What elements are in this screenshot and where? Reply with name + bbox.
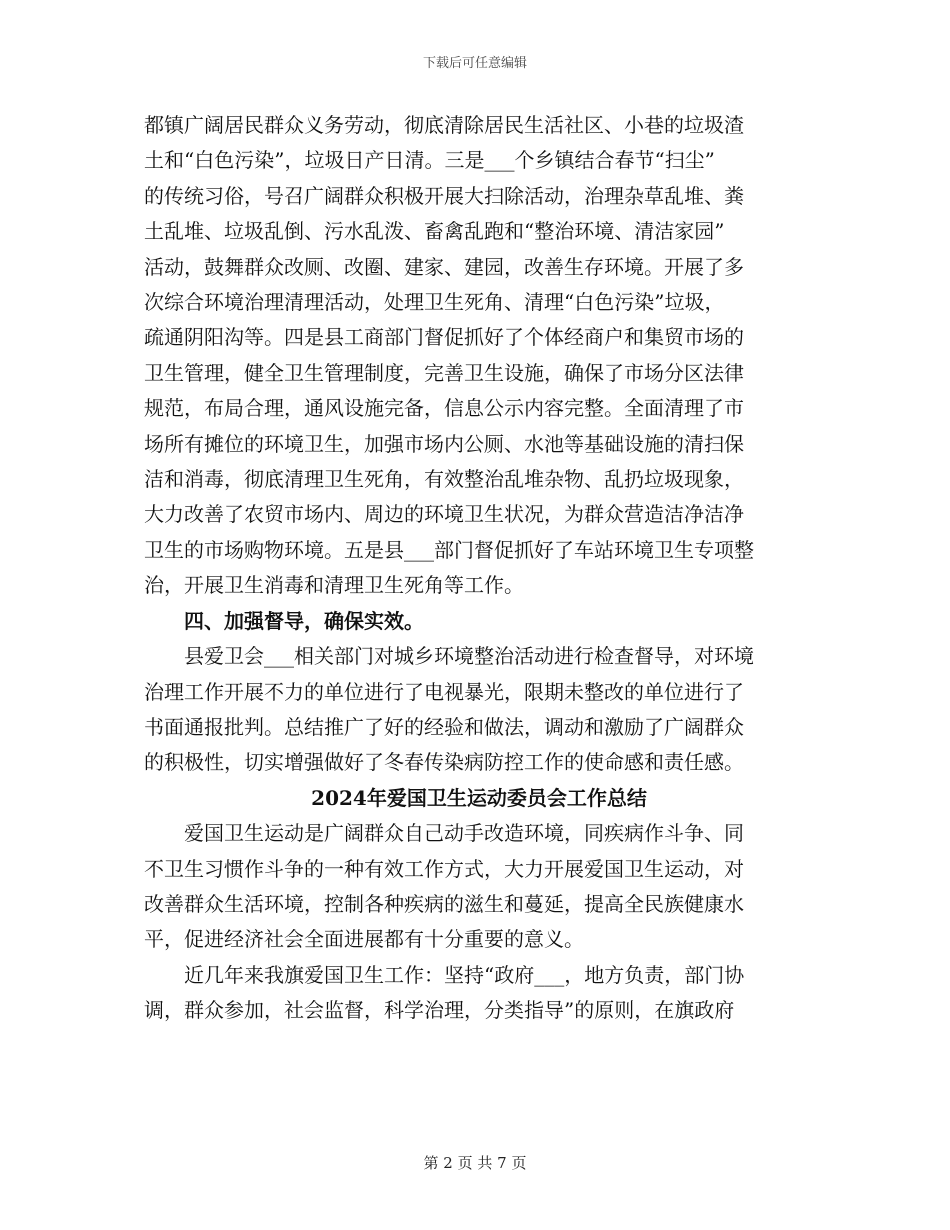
body-line: 调，群众参加，社会监督，科学治理，分类指导”的原则，在旗政府 — [144, 998, 735, 1023]
page-number: 第 2 页 共 7 页 — [423, 1154, 527, 1172]
body-line: 次综合环境治理清理活动，处理卫生死角、清理“白色污染”垃圾， — [144, 290, 725, 315]
body-line: 的传统习俗，号召广阔群众积极开展大扫除活动，治理杂草乱堆、粪 — [144, 183, 744, 208]
body-line: 治，开展卫生消毒和清理卫生死角等工作。 — [144, 573, 524, 598]
body-line: 都镇广阔居民群众义务劳动，彻底清除居民生活社区、小巷的垃圾渣 — [144, 113, 744, 137]
body-line: 书面通报批判。总结推广了好的经验和做法，调动和激励了广阔群众 — [144, 714, 744, 739]
body-line: 治理工作开展不力的单位进行了电视暴光，限期未整改的单位进行了 — [144, 679, 744, 704]
body-line: 县爱卫会___相关部门对城乡环境整治活动进行检查督导，对环境 — [184, 644, 754, 669]
body-line: 卫生管理，健全卫生管理制度，完善卫生设施，确保了市场分区法律 — [144, 360, 744, 385]
body-line: 爱国卫生运动是广阔群众自己动手改造环境，同疾病作斗争、同 — [184, 821, 744, 846]
body-line: 的积极性，切实增强做好了冬春传染病防控工作的使命感和责任感。 — [144, 750, 744, 775]
body-line: 土和“白色污染”，垃圾日产日清。三是___个乡镇结合春节“扫尘” — [144, 148, 715, 173]
body-line: 洁和消毒，彻底清理卫生死角，有效整治乱堆杂物、乱扔垃圾现象， — [144, 467, 744, 492]
body-line: 活动，鼓舞群众改厕、改圈、建家、建园，改善生存环境。开展了多 — [144, 254, 744, 279]
body-line: 平，促进经济社会全面进展都有十分重要的意义。 — [144, 927, 584, 952]
body-line: 近几年来我旗爱国卫生工作：坚持“政府___，地方负责，部门协 — [184, 962, 745, 987]
body-line: 规范，布局合理，通风设施完备，信息公示内容完整。全面清理了市 — [144, 396, 744, 421]
document-title: 2024年爱国卫生运动委员会工作总结 — [311, 785, 647, 810]
body-line: 场所有摊位的环境卫生，加强市场内公厕、水池等基础设施的清扫保 — [144, 431, 744, 456]
body-line: 大力改善了农贸市场内、周边的环境卫生状况，为群众营造洁净洁净 — [144, 502, 744, 527]
page-header-note: 下载后可任意编辑 — [422, 56, 527, 71]
section-heading: 四、加强督导，确保实效。 — [184, 608, 424, 633]
body-line: 不卫生习惯作斗争的一种有效工作方式，大力开展爱国卫生运动，对 — [144, 856, 744, 881]
body-line: 卫生的市场购物环境。五是县___部门督促抓好了车站环境卫生专项整 — [144, 537, 754, 562]
document-body — [144, 108, 814, 1029]
body-line: 疏通阴阳沟等。四是县工商部门督促抓好了个体经商户和集贸市场的 — [144, 325, 744, 350]
body-line: 土乱堆、垃圾乱倒、污水乱泼、畜禽乱跑和“整治环境、清洁家园” — [144, 219, 725, 244]
body-line: 改善群众生活环境，控制各种疾病的滋生和蔓延，提高全民族健康水 — [144, 891, 744, 916]
